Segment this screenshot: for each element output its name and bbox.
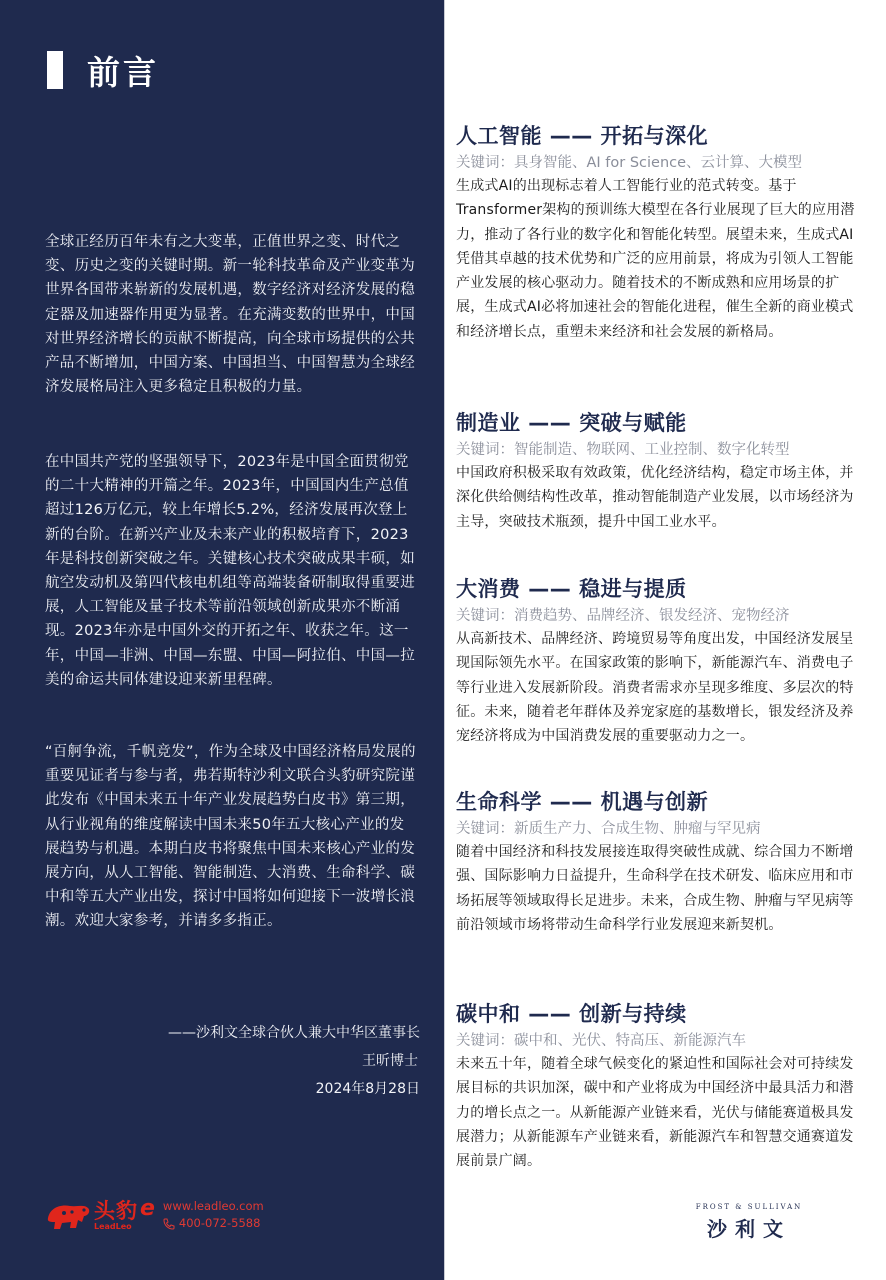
website-text[interactable]: www.leadleo.com — [162, 1199, 264, 1213]
page-title: 前言 — [87, 52, 159, 92]
section-manufacturing — [456, 409, 856, 534]
section-consumption — [456, 575, 856, 748]
contact-info — [163, 1198, 264, 1232]
section-ai — [456, 122, 856, 344]
leopard-icon — [44, 1198, 92, 1232]
brand-cn: 头豹 — [94, 1198, 138, 1223]
section-title: 大消费 —— 稳进与提质 — [456, 577, 687, 601]
section-body: 中国政府积极采取有效政策，优化经济结构，稳定市场主体，并深化供给侧结构性改革，推动智能制造产业发展，以市场经济为主导，突破技术瓶颈，提升中国工业水平。 — [456, 465, 854, 530]
page-heading — [47, 48, 159, 92]
section-keywords: 关键词：新质生产力、合成生物、肿瘤与罕见病 — [456, 821, 761, 837]
e-icon: e — [140, 1196, 155, 1221]
brand-en: LeadLeo — [94, 1221, 132, 1231]
preface-paragraph-3: “百舸争流，千帆竞发”，作为全球及中国经济格局发展的重要见证者与参与者，弗若斯特沙利文联合头豹研究院谨此发布《中国未来五十年产业发展趋势白皮书》第三期，从行业视角的维度解读中国未来50年五大核心产业的发展趋势与机遇。本期白皮书将聚焦中国未来核心产业的发展方向，从人工智能、智能制造、大消费、生命科学、碳中和等五大产业出发，探讨中国将如何迎接下一波增长浪潮。欢迎大家参考，并请多多指正。 — [45, 744, 416, 930]
section-body: 未来五十年，随着全球气候变化的紧迫性和国际社会对可持续发展目标的共识加深，碳中和产业将成为中国经济中最具活力和潜力的增长点之一。从新能源产业链来看，光伏与储能赛道极具发展潜力；从新能源车产业链来看，新能源汽车和智慧交通赛道发展前景广阔。 — [456, 1056, 854, 1170]
signature-title: ——沙利文全球合伙人兼大中华区董事长 — [168, 1025, 420, 1041]
phone-row — [163, 1215, 264, 1232]
signature-name: 王昕博士 — [362, 1053, 418, 1069]
frost-sullivan-logo — [688, 1203, 810, 1242]
signature-date: 2024年8月28日 — [315, 1081, 420, 1097]
section-title: 制造业 —— 突破与赋能 — [456, 411, 687, 435]
preface-paragraph-2: 在中国共产党的坚强领导下，2023年是中国全面贯彻党的二十大精神的开篇之年。2023年，中国国内生产总值超过126万亿元，较上年增长5.2%，经济发展再次登上新的台阶。在新兴产业及未来产业的积极培育下，2023年是科技创新突破之年。关键核心技术突破成果丰硕，如航空发动机及第四代核电机组等高端装备研制取得重要进展，人工智能及量子技术等前沿领域创新成果亦不断涌现。2023年亦是中国外交的开拓之年、收获之年。这一年，中国—非洲、中国—东盟、中国—阿拉伯、中国—拉美的命运共同体建设迎来新里程碑。 — [45, 454, 415, 688]
section-keywords: 关键词：具身智能、AI for Science、云计算、大模型 — [456, 155, 803, 171]
frost-sullivan-en: FROST & SULLIVAN — [695, 1203, 803, 1211]
section-keywords: 关键词：智能制造、物联网、工业控制、数字化转型 — [456, 442, 790, 458]
website-row[interactable] — [163, 1198, 264, 1215]
heading-bar — [47, 51, 63, 89]
section-body: 随着中国经济和科技发展接连取得突破性成就、综合国力不断增强、国际影响力日益提升，生命科学在技术研发、临床应用和市场拓展等领域取得长足进步。未来，合成生物、肿瘤与罕见病等前沿领域市场将带动生命科学行业发展迎来新契机。 — [456, 844, 854, 933]
leadleo-logo — [44, 1198, 264, 1232]
phone-icon — [163, 1218, 175, 1230]
section-keywords: 关键词：消费趋势、品牌经济、银发经济、宠物经济 — [456, 608, 790, 624]
frost-sullivan-cn: 沙利文 — [707, 1217, 791, 1241]
section-title: 生命科学 —— 机遇与创新 — [456, 790, 709, 814]
section-title: 碳中和 —— 创新与持续 — [456, 1002, 687, 1026]
section-body: 从高新技术、品牌经济、跨境贸易等角度出发，中国经济发展呈现国际领先水平。在国家政策的影响下，新能源汽车、消费电子等行业进入发展新阶段。消费者需求亦呈现多维度、多层次的特征。未来，随着老年群体及养宠家庭的基数增长，银发经济及养宠经济将成为中国消费发展的重要驱动力之一。 — [456, 631, 854, 745]
section-life-science — [456, 788, 856, 937]
section-body: 生成式AI的出现标志着人工智能行业的范式转变。基于Transformer架构的预训练大模型在各行业展现了巨大的应用潜力，推动了各行业的数字化和智能化转型。展望未来，生成式AI凭借其卓越的技术优势和广泛的应用前景，将成为引领人工智能产业发展的核心驱动力。随着技术的不断成熟和应用场景的扩展，生成式AI必将加速社会的智能化进程，催生全新的商业模式和经济增长点，重塑未来经济和社会发展的新格局。 — [456, 178, 855, 340]
section-keywords: 关键词：碳中和、光伏、特高压、新能源汽车 — [456, 1033, 746, 1049]
leadleo-wordmark — [94, 1200, 138, 1231]
phone-text: 400-072-5588 — [178, 1216, 261, 1230]
column-divider — [444, 0, 445, 1280]
section-title: 人工智能 —— 开拓与深化 — [456, 124, 709, 148]
section-carbon-neutral — [456, 1000, 856, 1173]
preface-paragraph-1: 全球正经历百年未有之大变革，正值世界之变、时代之变、历史之变的关键时期。新一轮科技革命及产业变革为世界各国带来崭新的发展机遇，数字经济对经济发展的稳定器及加速器作用更为显著。在充满变数的世界中，中国对世界经济增长的贡献不断提高，向全球市场提供的公共产品不断增加，中国方案、中国担当、中国智慧为全球经济发展格局注入更多稳定且积极的力量。 — [45, 234, 415, 396]
